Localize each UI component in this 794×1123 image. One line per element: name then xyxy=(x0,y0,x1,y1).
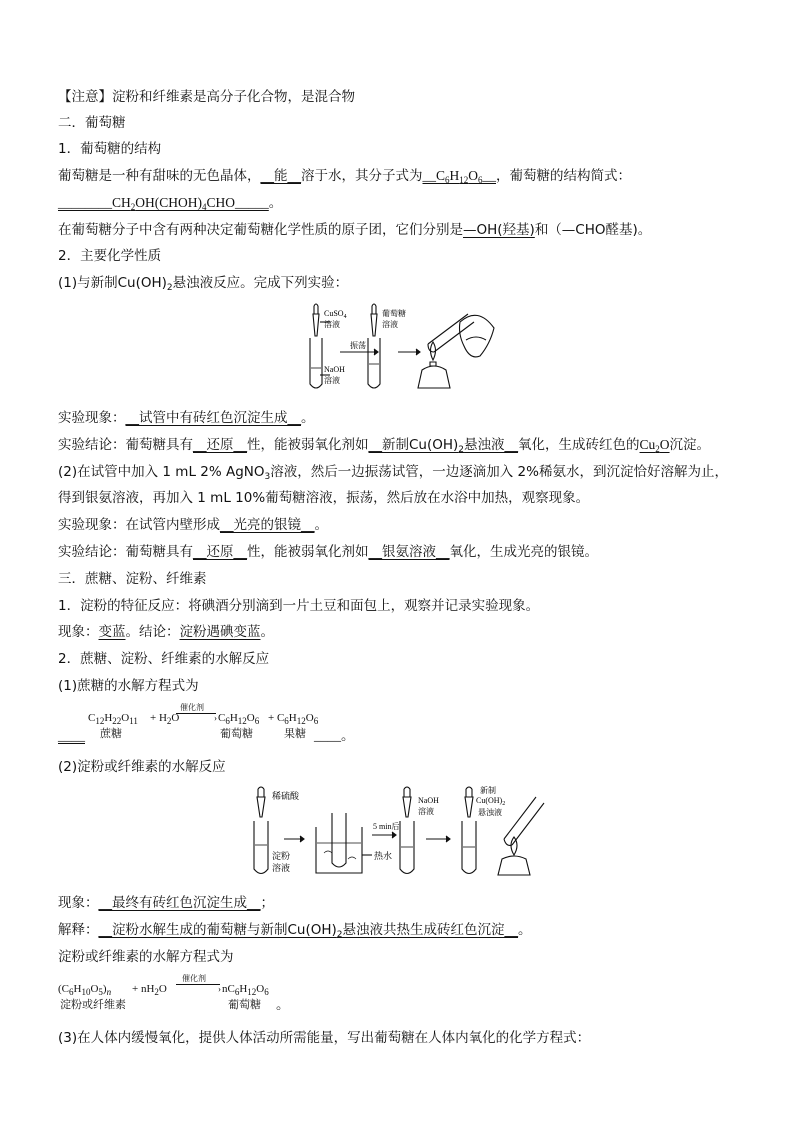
t: 实验结论：葡萄糖具有 xyxy=(58,437,193,453)
label-suspension: 悬浊液 xyxy=(478,808,502,817)
t: 6 xyxy=(284,716,289,726)
t: 实验现象：在试管内壁形成 xyxy=(58,517,220,533)
t: O xyxy=(121,712,130,724)
label-cuoh2: Cu(OH) xyxy=(476,796,503,805)
section-2-title: 二．葡萄糖 xyxy=(58,115,126,131)
t: (C xyxy=(58,983,69,995)
t: 11 xyxy=(129,716,138,726)
water-term xyxy=(150,708,179,728)
t: 12 xyxy=(95,716,105,726)
t: 12 xyxy=(296,716,306,726)
t: 2 xyxy=(154,987,159,997)
answer-tollens: __银氨溶液__ xyxy=(368,544,450,560)
t: 2 xyxy=(336,930,343,940)
t: 悬浊液共热生成砖红色沉淀__ xyxy=(342,922,519,938)
conclusion-2-line xyxy=(58,542,598,562)
t: C xyxy=(218,712,226,724)
t: 10 xyxy=(81,987,91,997)
t: 实验结论：葡萄糖具有 xyxy=(58,544,193,560)
t: O xyxy=(171,712,180,724)
label-glucose: 葡萄糖 xyxy=(382,309,406,318)
label-solution-1: 溶液 xyxy=(324,320,340,329)
notice-line xyxy=(58,87,355,107)
answer-hydroxyl: —OH(羟基) xyxy=(463,222,535,238)
t: O xyxy=(158,983,167,995)
t: 葡萄糖是一种有甜味的无色晶体， xyxy=(58,168,261,184)
notice-text: 淀粉和纤维素是高分子化合物，是混合物 xyxy=(112,89,355,105)
t: nC xyxy=(222,983,235,995)
t: 悬浊液反应。完成下列实验： xyxy=(172,275,349,291)
t: 4 xyxy=(202,202,207,212)
catalyst-label-1: 催化剂 xyxy=(180,703,204,712)
label-cuso4: CuSO xyxy=(324,309,344,318)
t: H xyxy=(449,168,460,183)
t: 。 xyxy=(518,922,532,938)
t: (1)与新制Cu(OH) xyxy=(58,275,167,291)
answer-oxidant-1 xyxy=(369,437,519,453)
t: 。 xyxy=(260,624,274,640)
t: H xyxy=(229,712,238,724)
t: 。 xyxy=(314,517,328,533)
blank-tail: ____。 xyxy=(314,728,355,743)
answer-silver-mirror: __光亮的银镜__ xyxy=(220,517,315,533)
t: 6 xyxy=(264,987,269,997)
functional-groups-line xyxy=(58,220,651,240)
name-starch-cellulose: 淀粉或纤维素 xyxy=(60,998,126,1011)
notice-tag: 【注意】 xyxy=(58,89,112,105)
answer-formula xyxy=(423,168,497,183)
t: 2 xyxy=(130,202,136,212)
t: 22 xyxy=(112,716,122,726)
catalyst-label-2: 催化剂 xyxy=(182,974,206,983)
t: 在葡萄糖分子中含有两种决定葡萄糖化学性质的原子团，它们分别是 xyxy=(58,222,463,238)
t: 3 xyxy=(264,472,271,482)
experiment-2-line-2: 得到银氨溶液，再加入 1 mL 10%葡萄糖溶液，振荡，然后放在水浴中加热，观察现象。 xyxy=(58,490,590,506)
t: CHO_____ xyxy=(206,195,269,210)
name-sucrose: 蔗糖 xyxy=(100,727,122,740)
name-fructose: 果糖 xyxy=(284,727,306,740)
answer-observation-3: __最终有砖红色沉淀生成__ xyxy=(98,895,261,911)
blank-lead: ____ xyxy=(58,728,85,743)
t: 2 xyxy=(166,716,172,726)
svg-text:CuSO4 xyxy=(324,309,347,320)
explanation-line xyxy=(58,920,532,940)
experiment-2-figure xyxy=(240,783,560,883)
label-naoh-2: NaOH xyxy=(418,796,439,805)
experiment-1-figure xyxy=(300,300,500,395)
conclusion-1-line xyxy=(58,435,710,455)
t: 。结论： xyxy=(125,624,180,640)
t: H xyxy=(73,983,82,995)
t: 现象： xyxy=(58,895,99,911)
t: 2 xyxy=(166,283,173,293)
subsection-structure: 1．葡萄糖的结构 xyxy=(58,141,162,157)
t: O xyxy=(256,983,265,995)
t: 性，能被弱氧化剂如 xyxy=(247,544,369,560)
structural-formula-line xyxy=(58,193,282,217)
answer-explanation xyxy=(99,922,519,938)
t: ) xyxy=(102,983,107,995)
answer-turns-blue: 变蓝 xyxy=(98,624,126,640)
t: Cu xyxy=(639,437,656,452)
t: __ xyxy=(482,168,497,183)
oxidation-question: (3)在人体内缓慢氧化，提供人体活动所需能量，写出葡萄糖在人体内氧化的化学方程式： xyxy=(58,1030,591,1046)
t: (2)在试管中加入 1 mL 2% AgNO xyxy=(58,464,265,480)
t: H xyxy=(239,983,248,995)
experiment-1-intro xyxy=(58,273,348,293)
hydrolysis-title: 2．蔗糖、淀粉、纤维素的水解反应 xyxy=(58,651,270,667)
t: 溶于水，其分子式为 xyxy=(301,168,423,184)
t: 2 xyxy=(502,801,506,807)
t: 现象： xyxy=(58,624,99,640)
observation-3-line xyxy=(58,893,274,913)
reaction-arrow-1 xyxy=(176,713,216,714)
t: C xyxy=(88,712,96,724)
answer-iodine-blue: 淀粉遇碘变蓝 xyxy=(179,624,261,640)
subsection-chemistry: 2．主要化学性质 xyxy=(58,248,162,264)
experiment-2-line-1 xyxy=(58,462,728,482)
t: n xyxy=(106,987,112,997)
t: ，葡萄糖的结构简式： xyxy=(496,168,632,184)
t: 悬浊液__ xyxy=(464,437,519,453)
starch-result-line xyxy=(58,622,274,642)
label-naoh: NaOH xyxy=(324,365,345,374)
answer-structural-formula xyxy=(58,195,269,210)
t: 2 xyxy=(458,445,465,455)
label-starch: 淀粉 xyxy=(272,852,291,862)
t: 6 xyxy=(445,175,450,185)
t: 沉淀。 xyxy=(669,437,711,453)
t: O xyxy=(90,983,99,995)
t: 性，能被弱氧化剂如 xyxy=(247,437,369,453)
label-fresh: 新制 xyxy=(480,786,496,795)
t: O xyxy=(468,168,479,183)
t: 6 xyxy=(254,716,260,726)
starch-test-line: 1．淀粉的特征反应：将碘酒分别滴到一片土豆和面包上，观察并记录实验现象。 xyxy=(58,598,540,614)
label-solution: 溶液 xyxy=(272,864,291,874)
glucose-desc-line xyxy=(58,166,631,186)
t: ________CH xyxy=(58,195,131,210)
arrow-head-1: › xyxy=(214,713,217,723)
t: ； xyxy=(260,895,274,911)
t: 实验现象： xyxy=(58,410,126,426)
label-shake: 振荡 xyxy=(350,341,366,350)
starch-hydrolysis-intro: (2)淀粉或纤维素的水解反应 xyxy=(58,759,226,775)
t: + C xyxy=(268,712,285,724)
t: 氧化，生成光亮的银镜。 xyxy=(449,544,598,560)
t: 和（—CHO醛基)。 xyxy=(534,222,652,238)
t: 。 xyxy=(301,410,315,426)
t: 12 xyxy=(237,716,247,726)
t: H xyxy=(104,712,113,724)
t: 6 xyxy=(478,175,483,185)
answer-reducing: __还原__ xyxy=(193,437,247,453)
t: 解释： xyxy=(58,922,99,938)
observation-2-line xyxy=(58,515,328,535)
t: + nH xyxy=(132,983,155,995)
label-5min: 5 min后 xyxy=(373,822,400,831)
t: 4 xyxy=(343,314,347,320)
t: 12 xyxy=(247,987,257,997)
t: 。 xyxy=(276,997,290,1012)
water-term-2 xyxy=(132,979,167,999)
svg-text:Cu(OH)2 xyxy=(476,796,505,807)
t: 5 xyxy=(98,987,103,997)
label-solution-4: 溶液 xyxy=(418,807,434,816)
label-solution-2: 溶液 xyxy=(382,320,398,329)
arrow-head-2: › xyxy=(218,984,221,994)
t: 6 xyxy=(234,987,240,997)
answer-reducing-2: __还原__ xyxy=(193,544,247,560)
observation-1-line xyxy=(58,408,315,428)
t: H xyxy=(288,712,297,724)
t: 6 xyxy=(313,716,319,726)
t: O xyxy=(659,437,670,452)
t: __淀粉水解生成的葡萄糖与新制Cu(OH) xyxy=(98,922,337,938)
t: O xyxy=(305,712,314,724)
t: __C xyxy=(422,168,446,183)
name-glucose-2: 葡萄糖 xyxy=(228,998,261,1011)
t: 。 xyxy=(268,195,283,210)
label-dilute-sulfuric-acid: 稀硫酸 xyxy=(272,792,300,802)
t: 溶液，然后一边振荡试管，一边逐滴加入 2%稀氨水，到沉淀恰好溶解为止， xyxy=(270,464,728,480)
t: 2 xyxy=(655,444,660,454)
t: 12 xyxy=(459,175,469,185)
t: 6 xyxy=(69,987,74,997)
sucrose-hydrolysis-intro: (1)蔗糖的水解方程式为 xyxy=(58,678,199,694)
t: + H xyxy=(150,712,167,724)
reaction-arrow-2 xyxy=(176,984,220,985)
name-glucose: 葡萄糖 xyxy=(220,727,253,740)
t: O xyxy=(246,712,255,724)
section-3-title: 三．蔗糖、淀粉、纤维素 xyxy=(58,571,207,587)
t: __新制Cu(OH) xyxy=(368,437,459,453)
t: 6 xyxy=(225,716,230,726)
label-solution-3: 溶液 xyxy=(324,376,340,385)
starch-equation-intro: 淀粉或纤维素的水解方程式为 xyxy=(58,949,234,965)
answer-observation-1: __试管中有砖红色沉淀生成__ xyxy=(125,410,301,426)
label-hot-water: 热水 xyxy=(374,852,393,862)
t: OH(CHOH) xyxy=(135,195,203,210)
t: 氧化，生成砖红色的 xyxy=(518,437,640,453)
answer-cu2o xyxy=(640,437,670,452)
answer-soluble: __能__ xyxy=(260,168,301,184)
